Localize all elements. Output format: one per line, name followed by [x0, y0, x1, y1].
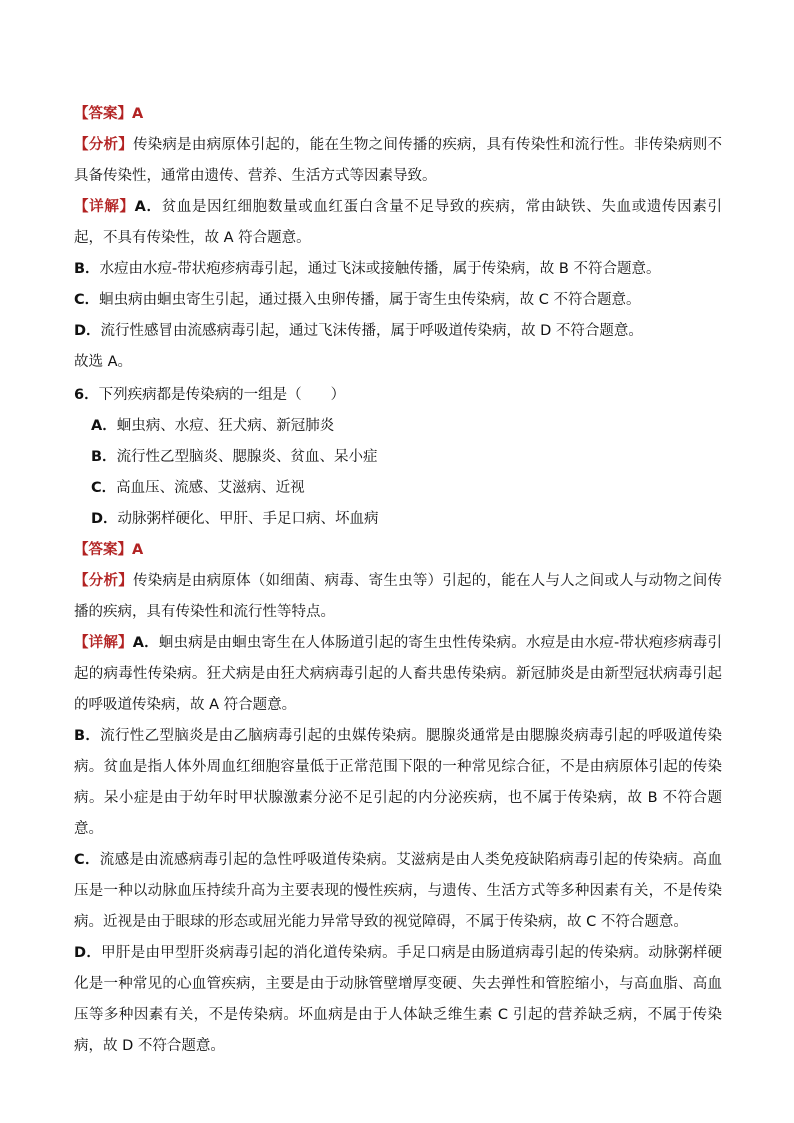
q6-option-b	[74, 442, 722, 473]
q5-detail-d	[74, 316, 722, 347]
option-text: 动脉粥样硬化、甲肝、手足口病、坏血病	[117, 511, 379, 527]
answer-tag: 【答案】	[74, 542, 132, 558]
q6-option-a	[74, 411, 722, 442]
question-stem: 下列疾病都是传染病的一组是（ ）	[98, 387, 346, 403]
option-label: B．	[91, 449, 117, 465]
q5-conclusion: 故选 A。	[74, 354, 133, 370]
detail-tag: 【详解】	[74, 199, 135, 215]
detail-d-text: 甲肝是由甲型肝炎病毒引起的消化道传染病。手足口病是由肠道病毒引起的传染病。动脉粥样硬化是一种常见的心血管疾病，主要是由于动脉管壁增厚变硬、失去弹性和管腔缩小，与高血脂、高血压等多种因素有关，不是传染病。坏血病是由于人体缺乏维生素 C 引起的营养缺乏病，不属于传染病，故 D 不符合题意。	[74, 945, 722, 1054]
q6-answer-line	[74, 535, 722, 566]
detail-b-label: B．	[74, 261, 100, 277]
analysis-tag: 【分析】	[74, 137, 133, 153]
q6-option-d	[74, 504, 722, 535]
detail-b-text: 水痘由水痘-带状疱疹病毒引起，通过飞沫或接触传播，属于传染病，故 B 不符合题意。	[99, 261, 661, 277]
q6-stem	[74, 380, 722, 411]
detail-d-label: D．	[74, 945, 102, 961]
detail-d-label: D．	[74, 323, 101, 339]
q6-detail-b	[74, 721, 722, 845]
q6-detail-d	[74, 938, 722, 1062]
q5-analysis	[74, 130, 722, 192]
option-label: D．	[91, 511, 118, 527]
analysis-text: 传染病是由病原体（如细菌、病毒、寄生虫等）引起的，能在人与人之间或人与动物之间传播的疾病，具有传染性和流行性等特点。	[74, 573, 723, 620]
detail-a-text: 蛔虫病是由蛔虫寄生在人体肠道引起的寄生虫性传染病。水痘是由水痘-带状疱疹病毒引起的病毒性传染病。狂犬病是由狂犬病病毒引起的人畜共患传染病。新冠肺炎是由新型冠状病毒引起的呼吸道传染病，故 A 符合题意。	[74, 635, 722, 713]
detail-d-text: 流行性感冒由流感病毒引起，通过飞沫传播，属于呼吸道传染病，故 D 不符合题意。	[100, 323, 643, 339]
answer-value: A	[132, 542, 144, 558]
q6-option-c	[74, 473, 722, 504]
detail-c-text: 蛔虫病由蛔虫寄生引起，通过摄入虫卵传播，属于寄生虫传染病，故 C 不符合题意。	[99, 292, 641, 308]
q5-answer-line	[74, 99, 722, 130]
q6-analysis	[74, 566, 722, 628]
detail-a-label: A．	[134, 199, 162, 215]
analysis-text: 传染病是由病原体引起的，能在生物之间传播的疾病，具有传染性和流行性。非传染病则不具备传染性，通常由遗传、营养、生活方式等因素导致。	[74, 137, 723, 184]
option-text: 蛔虫病、水痘、狂犬病、新冠肺炎	[116, 418, 335, 434]
option-label: A．	[91, 418, 117, 434]
answer-value: A	[132, 106, 144, 122]
detail-a-label: A．	[132, 635, 159, 651]
detail-b-text: 流行性乙型脑炎是由乙脑病毒引起的虫媒传染病。腮腺炎通常是由腮腺炎病毒引起的呼吸道传染病。贫血是指人体外周血红细胞容量低于正常范围下限的一种常见综合征，不是由病原体引起的传染病。呆小症是由于幼年时甲状腺激素分泌不足引起的内分泌疾病，也不属于传染病，故 B 不符合题意。	[74, 728, 722, 837]
q5-detail-c	[74, 285, 722, 316]
option-text: 高血压、流感、艾滋病、近视	[116, 480, 305, 496]
detail-c-text: 流感是由流感病毒引起的急性呼吸道传染病。艾滋病是由人类免疫缺陷病毒引起的传染病。高血压是一种以动脉血压持续升高为主要表现的慢性疾病，与遗传、生活方式等多种因素有关，不是传染病。近视是由于眼球的形态或屈光能力异常导致的视觉障碍，不属于传染病，故 C 不符合题意。	[74, 852, 722, 930]
question-number: 6．	[74, 387, 99, 403]
detail-a-text: 贫血是因红细胞数量或血红蛋白含量不足导致的疾病，常由缺铁、失血或遗传因素引起，不具有传染性，故 A 符合题意。	[74, 199, 722, 246]
detail-b-label: B．	[74, 728, 101, 744]
detail-c-label: C．	[74, 852, 100, 868]
q5-detail-a	[74, 192, 722, 254]
answer-tag: 【答案】	[74, 106, 132, 122]
option-label: C．	[91, 480, 117, 496]
detail-c-label: C．	[74, 292, 100, 308]
detail-tag: 【详解】	[74, 635, 133, 651]
q6-detail-c	[74, 845, 722, 938]
option-text: 流行性乙型脑炎、腮腺炎、贫血、呆小症	[116, 449, 378, 465]
q6-detail-a	[74, 628, 722, 721]
q5-detail-b	[74, 254, 722, 285]
page-content	[74, 99, 722, 1062]
analysis-tag: 【分析】	[74, 573, 133, 589]
